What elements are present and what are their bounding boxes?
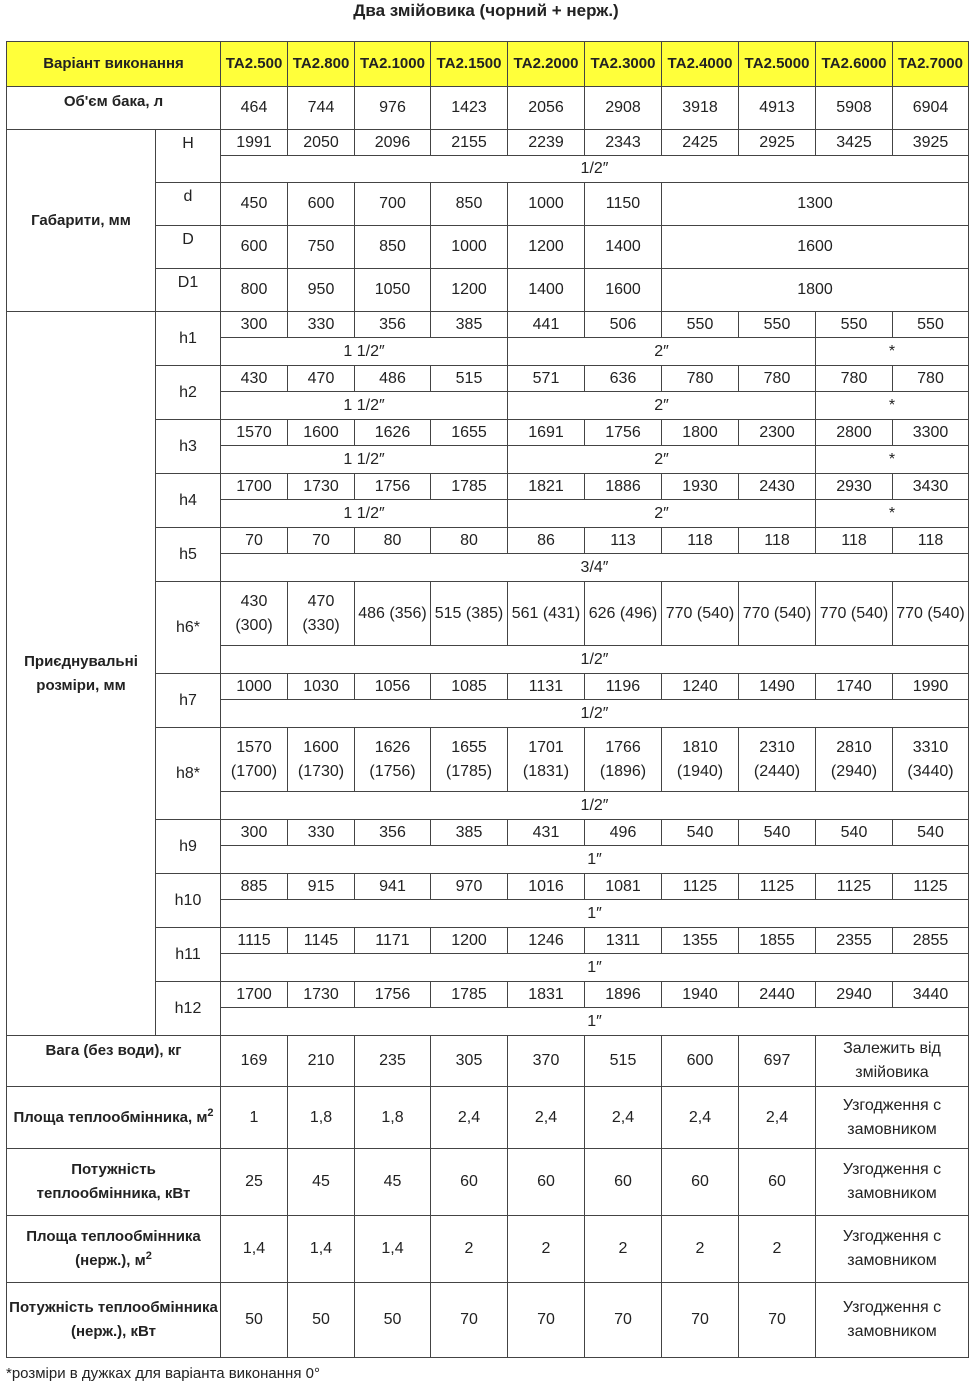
conn-value: 1691 [508, 420, 585, 446]
thread-note: * [816, 446, 969, 474]
conn-value: 770 (540) [739, 582, 816, 646]
conn-value: 1145 [288, 928, 355, 954]
model-header: ТА2.2000 [508, 42, 585, 87]
volume-value: 4913 [739, 87, 816, 130]
area_ss-value: 1,4 [221, 1216, 288, 1283]
conn-value: 330 [288, 820, 355, 846]
conn-value: 1030 [288, 674, 355, 700]
conn-value: 636 [585, 366, 662, 392]
conn-value: 80 [355, 528, 431, 554]
area_black-value: 1,8 [355, 1087, 431, 1149]
conn-value: 1085 [431, 674, 508, 700]
model-header: ТА2.800 [288, 42, 355, 87]
thread-note: 1/2″ [221, 700, 969, 728]
conn-value: 1600 (1730) [288, 728, 355, 792]
conn-value: 1655 (1785) [431, 728, 508, 792]
conn-value: 1930 [662, 474, 739, 500]
model-header: ТА2.6000 [816, 42, 893, 87]
conn-value: 1490 [739, 674, 816, 700]
area_ss-label: Площа теплообмінника (нерж.), $м^2$ [7, 1216, 221, 1283]
thread-note: 1″ [221, 846, 969, 874]
conn-value: 915 [288, 874, 355, 900]
conn-value: 1655 [431, 420, 508, 446]
thread-note: 2″ [508, 392, 816, 420]
thread-note: 1″ [221, 1008, 969, 1036]
conn-value: 2800 [816, 420, 893, 446]
thread-note: 1 1/2″ [221, 446, 508, 474]
volume-value: 3918 [662, 87, 739, 130]
superscript: 2 [207, 1106, 214, 1119]
conn-value: 540 [739, 820, 816, 846]
conn-value: 1125 [816, 874, 893, 900]
conn-value: 1000 [221, 674, 288, 700]
model-header: ТА2.4000 [662, 42, 739, 87]
thread-note: 1 1/2″ [221, 338, 508, 366]
conn-value: 441 [508, 312, 585, 338]
volume-row [7, 87, 969, 130]
power_ss-label: Потужність теплообмінника (нерж.), кВт [7, 1283, 221, 1358]
thread-note: * [816, 392, 969, 420]
weight-value: 697 [739, 1036, 816, 1087]
dims-value: 1400 [508, 269, 585, 312]
conn-value: 470 (330) [288, 582, 355, 646]
dims-merged-value: 1800 [662, 269, 969, 312]
conn-value: 2810 (2940) [816, 728, 893, 792]
model-header: ТА2.5000 [739, 42, 816, 87]
dims-value: 850 [431, 183, 508, 226]
area_black-value: 2,4 [662, 1087, 739, 1149]
volume-value: 6904 [893, 87, 969, 130]
conn-value: 2940 [816, 982, 893, 1008]
conn-value: 770 (540) [662, 582, 739, 646]
conn-value: 1800 [662, 420, 739, 446]
conn-value: 1810 (1940) [662, 728, 739, 792]
thread-note: 2″ [508, 500, 816, 528]
dims-value: 800 [221, 269, 288, 312]
conn-value: 1766 (1896) [585, 728, 662, 792]
conn-value: 2930 [816, 474, 893, 500]
area_ss-value: 1,4 [355, 1216, 431, 1283]
conn-value: 385 [431, 820, 508, 846]
conn-value: 550 [739, 312, 816, 338]
conn-value: 1196 [585, 674, 662, 700]
dims-D1-label: D1 [156, 269, 221, 312]
conn-value: 770 (540) [893, 582, 969, 646]
volume-value: 464 [221, 87, 288, 130]
dims-value: 2239 [508, 130, 585, 156]
spec-table-body [7, 42, 969, 1358]
conn-value: 515 [431, 366, 508, 392]
weight-value: 515 [585, 1036, 662, 1087]
conn-value: 1756 [585, 420, 662, 446]
conn-value: 515 (385) [431, 582, 508, 646]
conn-value: 2855 [893, 928, 969, 954]
dims-D-label: D [156, 226, 221, 269]
conn-value: 2300 [739, 420, 816, 446]
conn-value: 385 [431, 312, 508, 338]
conn-row-label: h7 [156, 674, 221, 728]
power_ss-value: 70 [662, 1283, 739, 1358]
power_ss-value: 70 [508, 1283, 585, 1358]
conn-value: 1821 [508, 474, 585, 500]
conn-value: 430 [221, 366, 288, 392]
power_black-value: 60 [585, 1149, 662, 1216]
dims-H-label: H [156, 130, 221, 183]
conn-value: 118 [662, 528, 739, 554]
power_ss-value: 70 [585, 1283, 662, 1358]
conn-value: 1081 [585, 874, 662, 900]
conn-value: 3300 [893, 420, 969, 446]
dims-value: 2050 [288, 130, 355, 156]
area_black-value: 1 [221, 1087, 288, 1149]
thread-note: * [816, 338, 969, 366]
conn-value: 1570 [221, 420, 288, 446]
weight-value: 370 [508, 1036, 585, 1087]
conn-value: 70 [221, 528, 288, 554]
conn-value: 550 [662, 312, 739, 338]
conn-value: 1355 [662, 928, 739, 954]
conn-value: 2430 [739, 474, 816, 500]
conn-value: 3440 [893, 982, 969, 1008]
weight-row [7, 1036, 969, 1087]
conn-value: 470 [288, 366, 355, 392]
area_black-value: 2,4 [508, 1087, 585, 1149]
thread-note: 3/4″ [221, 554, 969, 582]
conn-value: 70 [288, 528, 355, 554]
power_black-value: 60 [662, 1149, 739, 1216]
model-header: ТА2.3000 [585, 42, 662, 87]
conn-value: 3310 (3440) [893, 728, 969, 792]
header-label: Варіант виконання [7, 42, 221, 87]
power_black-row [7, 1149, 969, 1216]
conn-value: 1756 [355, 982, 431, 1008]
conn-row-label: h4 [156, 474, 221, 528]
area_ss-value: 2 [739, 1216, 816, 1283]
power_black-value: 45 [355, 1149, 431, 1216]
conn-row-label: h6* [156, 582, 221, 674]
power_ss-merged-value: Узгодження с замовником [816, 1283, 969, 1358]
conn-row-label: h9 [156, 820, 221, 874]
conn-value: 2310 (2440) [739, 728, 816, 792]
conn-value: 1896 [585, 982, 662, 1008]
conn-value: 2355 [816, 928, 893, 954]
conn-value: 1016 [508, 874, 585, 900]
conn-row-label: h3 [156, 420, 221, 474]
area_black-value: 2,4 [585, 1087, 662, 1149]
dims-value: 3925 [893, 130, 969, 156]
volume-value: 2056 [508, 87, 585, 130]
conn-value: 1700 [221, 474, 288, 500]
conn-row-label: h11 [156, 928, 221, 982]
dims-value: 1991 [221, 130, 288, 156]
conn-value: 1756 [355, 474, 431, 500]
area_ss-merged-value: Узгодження с замовником [816, 1216, 969, 1283]
conn-value: 3430 [893, 474, 969, 500]
weight-value: 210 [288, 1036, 355, 1087]
dims-value: 3425 [816, 130, 893, 156]
dims-label: Габарити, мм [7, 130, 156, 312]
power_ss-row [7, 1283, 969, 1358]
conn-value: 1240 [662, 674, 739, 700]
area_black-value: 1,8 [288, 1087, 355, 1149]
dims-value: 1050 [355, 269, 431, 312]
conn-value: 941 [355, 874, 431, 900]
conn-value: 1600 [288, 420, 355, 446]
area_black-value: 2,4 [739, 1087, 816, 1149]
conn-value: 1740 [816, 674, 893, 700]
thread-note: 1/2″ [221, 156, 969, 183]
conn-value: 86 [508, 528, 585, 554]
model-header: ТА2.500 [221, 42, 288, 87]
weight-merged-value: Залежить від змійовика [816, 1036, 969, 1087]
power_black-merged-value: Узгодження с замовником [816, 1149, 969, 1216]
conn-value: 1700 [221, 982, 288, 1008]
dims-value: 2155 [431, 130, 508, 156]
dims-value: 450 [221, 183, 288, 226]
conn-value: 506 [585, 312, 662, 338]
power_ss-value: 50 [355, 1283, 431, 1358]
conn-value: 780 [816, 366, 893, 392]
power_black-value: 60 [508, 1149, 585, 1216]
dims-H-row [7, 130, 969, 156]
area_ss-value: 2 [431, 1216, 508, 1283]
conn-value: 1855 [739, 928, 816, 954]
thread-note: 2″ [508, 446, 816, 474]
area_black-row [7, 1087, 969, 1149]
conn-value: 486 (356) [355, 582, 431, 646]
dims-d-label: d [156, 183, 221, 226]
area_black-merged-value: Узгодження с замовником [816, 1087, 969, 1149]
dims-value: 1400 [585, 226, 662, 269]
conn-value: 885 [221, 874, 288, 900]
thread-note: 1″ [221, 900, 969, 928]
page-title: Два змійовика (чорний + нерж.) [353, 1, 619, 20]
conn-row-label: h8* [156, 728, 221, 820]
conn-value: 1940 [662, 982, 739, 1008]
conn-value: 571 [508, 366, 585, 392]
superscript: 2 [145, 1250, 152, 1262]
dims-value: 1150 [585, 183, 662, 226]
model-header: ТА2.1500 [431, 42, 508, 87]
conn-value: 970 [431, 874, 508, 900]
conn-value: 780 [739, 366, 816, 392]
conn-value: 1730 [288, 474, 355, 500]
dims-merged-value: 1600 [662, 226, 969, 269]
conn-value: 118 [893, 528, 969, 554]
thread-note: 1″ [221, 954, 969, 982]
dims-value: 950 [288, 269, 355, 312]
conn-value: 1056 [355, 674, 431, 700]
conn-value: 1125 [739, 874, 816, 900]
thread-note: 1 1/2″ [221, 500, 508, 528]
area_ss-row [7, 1216, 969, 1283]
weight-value: 235 [355, 1036, 431, 1087]
area_black-value: 2,4 [431, 1087, 508, 1149]
dims-value: 2343 [585, 130, 662, 156]
conn-value: 1785 [431, 474, 508, 500]
conn-value: 540 [662, 820, 739, 846]
conn-row-label: h1 [156, 312, 221, 366]
dims-value: 750 [288, 226, 355, 269]
power_ss-value: 70 [739, 1283, 816, 1358]
conn-value: 1730 [288, 982, 355, 1008]
footnote: *розміри в дужках для варіанта виконання 0° [6, 1365, 320, 1382]
thread-note: 2″ [508, 338, 816, 366]
dims-value: 700 [355, 183, 431, 226]
conn-value: 1200 [431, 928, 508, 954]
dims-value: 600 [221, 226, 288, 269]
conn-row-label: h5 [156, 528, 221, 582]
power_black-value: 60 [431, 1149, 508, 1216]
area_black-label: Площа теплообмінника, $м^2$ [7, 1087, 221, 1149]
dims-value: 1200 [431, 269, 508, 312]
thread-note: 1 1/2″ [221, 392, 508, 420]
weight-value: 600 [662, 1036, 739, 1087]
conn-value: 356 [355, 312, 431, 338]
header-row [7, 42, 969, 87]
conn-value: 80 [431, 528, 508, 554]
conn-value: 1171 [355, 928, 431, 954]
dims-value: 1600 [585, 269, 662, 312]
conn-value: 113 [585, 528, 662, 554]
conn-row-label: h10 [156, 874, 221, 928]
volume-value: 5908 [816, 87, 893, 130]
conn-label: Приєднувальні розміри, мм [7, 312, 156, 1036]
conn-row [7, 312, 969, 338]
area_ss-value: 2 [662, 1216, 739, 1283]
conn-value: 561 (431) [508, 582, 585, 646]
dims-value: 2925 [739, 130, 816, 156]
conn-value: 300 [221, 312, 288, 338]
model-header: ТА2.7000 [893, 42, 969, 87]
conn-value: 1125 [893, 874, 969, 900]
dims-merged-value: 1300 [662, 183, 969, 226]
power_black-value: 45 [288, 1149, 355, 1216]
conn-value: 2440 [739, 982, 816, 1008]
dims-value: 1000 [508, 183, 585, 226]
power_ss-value: 70 [431, 1283, 508, 1358]
conn-value: 496 [585, 820, 662, 846]
dims-value: 850 [355, 226, 431, 269]
conn-row-label: h2 [156, 366, 221, 420]
weight-label: Вага (без води), кг [7, 1036, 221, 1087]
conn-value: 1570 (1700) [221, 728, 288, 792]
dims-value: 1000 [431, 226, 508, 269]
dims-value: 1200 [508, 226, 585, 269]
power_black-value: 25 [221, 1149, 288, 1216]
volume-value: 744 [288, 87, 355, 130]
power_ss-value: 50 [288, 1283, 355, 1358]
conn-value: 626 (496) [585, 582, 662, 646]
conn-value: 1785 [431, 982, 508, 1008]
conn-value: 486 [355, 366, 431, 392]
conn-value: 118 [739, 528, 816, 554]
thread-note: * [816, 500, 969, 528]
dims-value: 2425 [662, 130, 739, 156]
thread-note: 1/2″ [221, 792, 969, 820]
conn-value: 1626 (1756) [355, 728, 431, 792]
conn-value: 1990 [893, 674, 969, 700]
conn-value: 1115 [221, 928, 288, 954]
conn-value: 300 [221, 820, 288, 846]
power_ss-value: 50 [221, 1283, 288, 1358]
conn-value: 1831 [508, 982, 585, 1008]
conn-value: 780 [662, 366, 739, 392]
volume-value: 976 [355, 87, 431, 130]
conn-value: 118 [816, 528, 893, 554]
thread-note: 1/2″ [221, 646, 969, 674]
area_ss-value: 1,4 [288, 1216, 355, 1283]
conn-value: 1131 [508, 674, 585, 700]
conn-value: 356 [355, 820, 431, 846]
volume-value: 1423 [431, 87, 508, 130]
power_black-value: 60 [739, 1149, 816, 1216]
model-header: ТА2.1000 [355, 42, 431, 87]
power_black-label: Потужність теплообмінника, кВт [7, 1149, 221, 1216]
volume-label: Об'єм бака, л [7, 87, 221, 130]
conn-value: 1246 [508, 928, 585, 954]
dims-value: 600 [288, 183, 355, 226]
conn-value: 1701 (1831) [508, 728, 585, 792]
conn-value: 540 [893, 820, 969, 846]
area_ss-value: 2 [585, 1216, 662, 1283]
conn-value: 330 [288, 312, 355, 338]
conn-value: 431 [508, 820, 585, 846]
conn-value: 1886 [585, 474, 662, 500]
weight-value: 169 [221, 1036, 288, 1087]
conn-value: 430 (300) [221, 582, 288, 646]
weight-value: 305 [431, 1036, 508, 1087]
conn-value: 540 [816, 820, 893, 846]
conn-value: 780 [893, 366, 969, 392]
conn-value: 550 [816, 312, 893, 338]
conn-value: 1125 [662, 874, 739, 900]
conn-value: 550 [893, 312, 969, 338]
conn-value: 1311 [585, 928, 662, 954]
dims-value: 2096 [355, 130, 431, 156]
area_ss-value: 2 [508, 1216, 585, 1283]
conn-value: 770 (540) [816, 582, 893, 646]
spec-table [6, 41, 969, 1358]
volume-value: 2908 [585, 87, 662, 130]
conn-row-label: h12 [156, 982, 221, 1036]
conn-value: 1626 [355, 420, 431, 446]
